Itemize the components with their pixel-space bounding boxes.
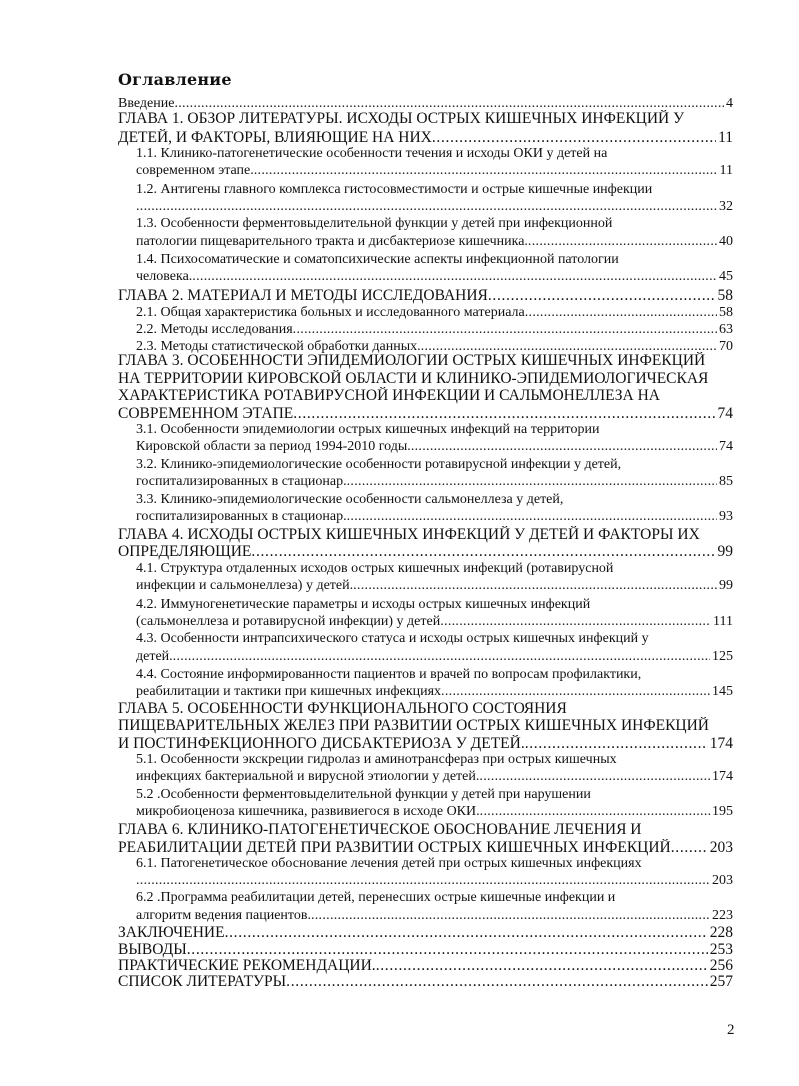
toc-entry-text: ХАРАКТЕРИСТИКА РОТАВИРУСНОЙ ИНФЕКЦИИ И САЛЬМОНЕЛЛЕЗА НА: [118, 387, 660, 404]
toc-page-number: 70: [719, 339, 733, 354]
toc-entry-last-line: [136, 684, 733, 700]
toc-page-number: 11: [718, 129, 733, 146]
toc-entry-text: 2.3. Методы статистической обработки данных.: [136, 339, 421, 354]
toc-entry-last-line: [136, 578, 733, 594]
dot-leader: [353, 578, 717, 594]
toc-entry-text: Введение: [118, 96, 175, 111]
dot-leader: [440, 614, 711, 630]
toc-page-number: 99: [717, 543, 733, 560]
toc-entry-text: 4.1. Структура отдаленных исходов острых кишечных инфекций (ротавирусной: [136, 561, 614, 576]
toc-page-number: 4: [726, 96, 733, 111]
toc-page-number: 256: [709, 957, 733, 974]
toc-entry-text: 3.1. Особенности эпидемиологии острых кишечных инфекций на территории: [136, 422, 600, 437]
toc-page-number: 58: [717, 287, 733, 304]
dot-leader: [192, 269, 717, 285]
toc-entry-text: ГЛАВА 4. ИСХОДЫ ОСТРЫХ КИШЕЧНЫХ ИНФЕКЦИЙ У ДЕТЕЙ И ФАКТОРЫ ИХ: [118, 526, 700, 543]
toc-entry-text: ГЛАВА 2. МАТЕРИАЛ И МЕТОДЫ ИССЛЕДОВАНИЯ: [118, 287, 488, 304]
toc-page-number: 63: [719, 322, 733, 337]
dot-leader: [136, 199, 717, 215]
toc-entry-text: алгоритм ведения пациентов.: [136, 908, 311, 923]
toc-entry-last-line: [136, 322, 733, 338]
toc-page-number: 223: [712, 908, 733, 923]
toc-entry-text: ГЛАВА 3. ОСОБЕННОСТИ ЭПИДЕМИОЛОГИИ ОСТРЫХ КИШЕЧНЫХ ИНФЕКЦИЙ: [118, 352, 706, 369]
toc-entry-text: ГЛАВА 5. ОСОБЕННОСТИ ФУНКЦИОНАЛЬНОГО СОСТОЯНИЯ: [118, 700, 567, 717]
toc-entry-text: ПИЩЕВАРИТЕЛЬНЫХ ЖЕЛЕЗ ПРИ РАЗВИТИИ ОСТРЫХ КИШЕЧНЫХ ИНФЕКЦИЙ: [118, 717, 710, 734]
toc-entry-last-line: [136, 769, 733, 785]
dot-leader: [525, 735, 708, 753]
toc-entry-text: ДЕТЕЙ, И ФАКТОРЫ, ВЛИЯЮЩИЕ НА НИХ: [118, 129, 432, 146]
dot-leader: [671, 839, 708, 857]
toc-entry-text: микробиоценоза кишечника, развивиегося в исходе ОКИ.: [136, 804, 480, 819]
toc-entry-last-line: [118, 839, 733, 857]
toc-page-number: 195: [712, 804, 733, 819]
toc-entry-last-line: [136, 509, 733, 525]
toc-entry-text: детей.: [136, 649, 173, 664]
toc-page-number: 93: [719, 509, 733, 524]
toc-page-number: 203: [712, 873, 733, 888]
dot-leader: [293, 405, 715, 423]
toc-entry-text: ОПРЕДЕЛЯЮЩИЕ: [118, 543, 252, 560]
toc-entry-text: 6.1. Патогенетическое обоснование лечения детей при острых кишечных инфекциях: [136, 856, 642, 871]
toc-entry-last-line: [118, 405, 733, 423]
toc-entry-text: 4.4. Состояние информированности пациентов и врачей по вопросам профилактики,: [136, 667, 642, 682]
toc-entry-last-line: [118, 129, 733, 147]
toc-entry-last-line: [136, 269, 733, 285]
toc-page-number: 111: [713, 614, 733, 629]
toc-entry-last-line: [136, 474, 733, 490]
toc-entry-last-line: [118, 735, 733, 753]
toc-entry-text: 1.2. Антигены главного комплекса гистосовместимости и острые кишечные инфекции: [136, 182, 653, 197]
toc-entry-text: современном этапе.: [136, 163, 254, 178]
dot-leader: [173, 649, 710, 665]
toc-page-number: 125: [712, 649, 733, 664]
toc-page-number: 228: [709, 924, 733, 941]
dot-leader: [251, 543, 715, 561]
toc-entry-text: 3.2. Клинико-эпидемиологические особенности ротавирусной инфекции у детей,: [136, 457, 622, 472]
dot-leader: [525, 305, 717, 321]
toc-entry-last-line: [136, 234, 733, 250]
toc-page-number: 85: [719, 474, 733, 489]
toc-entry-text: инфекциях бактериальной и вирусной этиологии у детей.: [136, 769, 480, 784]
toc-page-number: 145: [712, 684, 733, 699]
dot-leader: [479, 769, 710, 785]
toc-entry-text: ГЛАВА 1. ОБЗОР ЛИТЕРАТУРЫ. ИСХОДЫ ОСТРЫХ КИШЕЧНЫХ ИНФЕКЦИЙ У: [118, 110, 685, 127]
toc-entry-text: 2.2. Методы исследования: [136, 322, 293, 337]
toc-entry-last-line: [136, 873, 733, 889]
toc-entry-last-line: [136, 649, 733, 665]
toc-entry-text: НА ТЕРРИТОРИИ КИРОВСКОЙ ОБЛАСТИ И КЛИНИКО-ЭПИДЕМИОЛОГИЧЕСКАЯ: [118, 370, 709, 387]
toc-entry-text: 1.4. Психосоматические и соматопсихические аспекты инфекционной патологии: [136, 252, 619, 267]
toc-entry-text: РЕАБИЛИТАЦИИ ДЕТЕЙ ПРИ РАЗВИТИИ ОСТРЫХ КИШЕЧНЫХ ИНФЕКЦИЙ: [118, 839, 671, 856]
dot-leader: [441, 684, 710, 700]
toc-page-number: 58: [719, 305, 733, 320]
toc-page-number: 253: [709, 941, 733, 958]
toc-entry-last-line: [136, 305, 733, 321]
dot-leader: [347, 474, 717, 490]
toc-entry-text: госпитализированных в стационар.: [136, 474, 347, 489]
toc-entry-last-line: [136, 163, 733, 179]
toc-entry-last-line: [118, 287, 733, 305]
toc-entry-text: 3.3. Клинико-эпидемиологические особенности сальмонеллеза у детей,: [136, 492, 564, 507]
toc-title: Оглавление: [118, 70, 232, 89]
toc-page-number: 99: [719, 578, 733, 593]
toc-entry-text: 5.2 .Особенности ферментовыделительной функции у детей при нарушении: [136, 787, 591, 802]
toc-entry-text: (сальмонеллеза и ротавирусной инфекции) у детей: [136, 614, 441, 629]
page-number: 2: [727, 1022, 735, 1038]
dot-leader: [136, 873, 710, 889]
toc-entry-text: ЗАКЛЮЧЕНИЕ: [118, 924, 225, 941]
toc-page-number: 32: [719, 199, 733, 214]
toc-page-number: 257: [709, 973, 733, 990]
toc-entry-text: И ПОСТИНФЕКЦИОННОГО ДИСБАКТЕРИОЗА У ДЕТЕЙ.: [118, 735, 525, 752]
toc-page-number: 74: [717, 405, 733, 422]
toc-page-number: 174: [712, 769, 733, 784]
toc-entry-text: патологии пищеварительного тракта и дисбактериозе кишечника.: [136, 234, 528, 249]
dot-leader: [286, 973, 708, 991]
toc-entry-last-line: [118, 543, 733, 561]
toc-entry-text: госпитализированных в стационар.: [136, 509, 347, 524]
toc-entry-last-line: [118, 973, 733, 991]
toc-entry-text: СОВРЕМЕННОМ ЭТАПЕ: [118, 405, 294, 422]
toc-entry-text: СПИСОК ЛИТЕРАТУРЫ: [118, 973, 287, 990]
dot-leader: [432, 129, 716, 147]
toc-page-number: 11: [719, 163, 733, 178]
toc-entry-text: 4.3. Особенности интрапсихического статуса и исходы острых кишечных инфекций у: [136, 631, 649, 646]
toc-entry-text: реабилитации и тактики при кишечных инфекциях: [136, 684, 442, 699]
dot-leader: [311, 908, 710, 924]
toc-entry-last-line: [136, 908, 733, 924]
dot-leader: [254, 163, 718, 179]
toc-page-number: 40: [719, 234, 733, 249]
dot-leader: [347, 509, 717, 525]
toc-entry-text: человека.: [136, 269, 193, 284]
toc-page-number: 45: [719, 269, 733, 284]
dot-leader: [293, 322, 717, 338]
toc-entry-text: ГЛАВА 6. КЛИНИКО-ПАТОГЕНЕТИЧЕСКОЕ ОБОСНОВАНИЕ ЛЕЧЕНИЯ И: [118, 821, 642, 838]
toc-entry-last-line: [136, 804, 733, 820]
dot-leader: [411, 439, 717, 455]
toc-entry-text: 1.3. Особенности ферментовыделительной функции у детей при инфекционной: [136, 216, 613, 231]
toc-entry-text: ПРАКТИЧЕСКИЕ РЕКОМЕНДАЦИИ.: [118, 957, 376, 974]
toc-entry-text: инфекции и сальмонеллеза) у детей.: [136, 578, 354, 593]
toc-entry-last-line: [136, 199, 733, 215]
toc-entry-text: 1.1. Клинико-патогенетические особенности течения и исходы ОКИ у детей на: [136, 146, 608, 161]
toc-page-number: 74: [719, 439, 733, 454]
toc-entry-text: 5.1. Особенности экскреции гидролаз и аминотрансфераз при острых кишечных: [136, 752, 617, 767]
toc-page-number: 174: [709, 735, 733, 752]
toc-entry-text: 2.1. Общая характеристика больных и исследованного материала: [136, 305, 525, 320]
toc-entry-last-line: [136, 439, 733, 455]
toc-entry-last-line: [118, 924, 733, 942]
dot-leader: [480, 804, 710, 820]
dot-leader: [528, 234, 717, 250]
toc-entry-last-line: [136, 614, 733, 630]
dot-leader: [488, 287, 716, 305]
dot-leader: [225, 924, 708, 942]
toc-entry-text: Кировской области за период 1994-2010 годы.: [136, 439, 411, 454]
toc-entry-text: ВЫВОДЫ: [118, 941, 187, 958]
toc-entry-text: 6.2 .Программа реабилитации детей, перенесших острые кишечные инфекции и: [136, 890, 616, 905]
toc-entry-text: 4.2. Иммуногенетические параметры и исходы острых кишечных инфекций: [136, 597, 591, 612]
toc-page-number: 203: [709, 839, 733, 856]
